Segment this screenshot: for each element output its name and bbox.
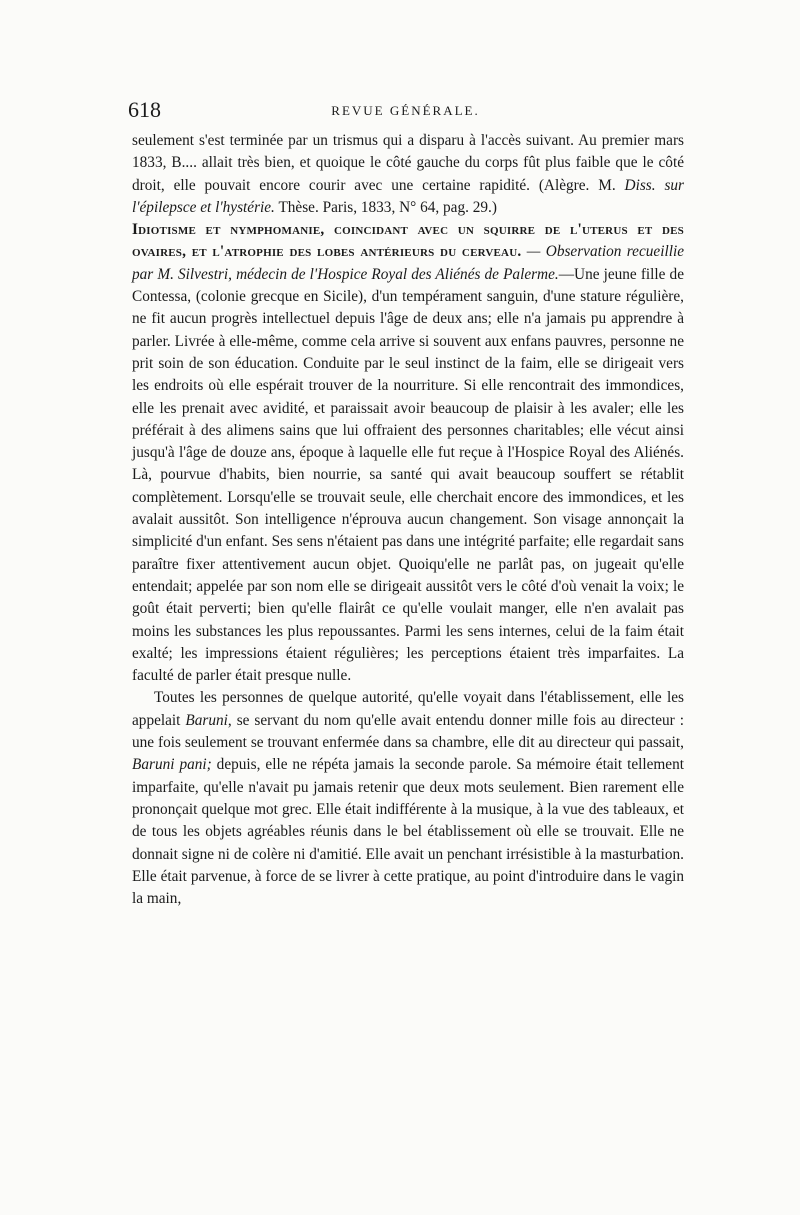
paragraph-3 <box>132 687 684 910</box>
paragraph-3-start: Toutes les personnes de quelque autorité, qu'elle voyait dans l'établissement, elle les appelait <box>132 689 684 729</box>
section-heading: Idiotisme et nymphomanie, coincidant avec un squirre de l'uterus et des ovaires, et l'atrophie des lobes antérieurs du cerveau. <box>132 221 684 261</box>
body-text <box>132 130 684 910</box>
page-number: 618 <box>128 97 161 122</box>
paragraph-2 <box>132 219 684 687</box>
paragraph-3-word-baruni-pani: Baruni pani; <box>132 756 212 774</box>
running-title: REVUE GÉNÉRALE. <box>331 103 480 118</box>
paragraph-2-text: —Une jeune fille de Contessa, (colonie grecque en Sicile), d'un tempérament sanguin, d'une stature régulière, ne fit aucun progrès intellectuel depuis l'âge de deux ans; elle n'a jamais pu apprendre à parler. Livrée à elle-même, comme cela arrive si souvent aux enfans pauvres, personne ne prit soin de son éducation. Conduite par le seul instinct de la faim, elle se dirigeait vers les endroits où elle espérait trouver de la nourriture. Si elle rencontrait des immondices, elle les prenait avec avidité, et paraissait avoir beaucoup de plaisir à les avaler; elle les préférait à des alimens sains que lui offraient des personnes charitables; elle vécut ainsi jusqu'à l'âge de douze ans, époque à laquelle elle fut reçue à l'Hospice Royal des Aliénés. Là, pourvue d'habits, bien nourrie, sa santé qui avait beaucoup souffert se rétablit complètement. Lorsqu'elle se trouvait seule, elle cherchait encore des immondices, et les avalait aussitôt. Son intelligence n'éprouva aucun changement. Son visage annonçait la simplicité d'un enfant. Ses sens n'étaient pas dans une intégrité parfaite; elle regardait sans paraître fixer attentivement aucun objet. Quoiqu'elle ne parlât pas, on jugeait qu'elle entendait; appelée par son nom elle se dirigeait aussitôt vers le côté d'où venait la voix; le goût était perverti; bien qu'elle flairât ce qu'elle voulait manger, elle n'en avalait pas moins les substances les plus repoussantes. Parmi les sens internes, celui de la faim était exalté; les impressions étaient régulières; les perceptions étaient très imparfaites. La faculté de parler était presque nulle. <box>132 265 684 685</box>
page-header <box>128 96 683 126</box>
paragraph-1-citation-end: Thèse. Paris, 1833, N° 64, pag. 29.) <box>274 198 497 216</box>
paragraph-3-end: depuis, elle ne répéta jamais la seconde parole. Sa mémoire était tellement imparfaite, qu'elle n'avait pu jamais retenir que deux mots seulement. Bien rarement elle prononçait quelque mot grec. Elle était indifférente à la musique, à la vue des tableaux, et de tous les objets agréables réunis dans le bel établissement où elle se trouvait. Elle ne donnait signe ni de colère ni d'amitié. Elle avait un penchant irrésistible à la masturbation. Elle était parvenue, à force de se livrer à cette pratique, au point d'introduire dans le vagin la main, <box>132 756 684 908</box>
paragraph-3-mid: , se servant du nom qu'elle avait entendu donner mille fois au directeur : une fois seulement se trouvant enfermée dans sa chambre, elle dit au directeur qui passait, <box>132 711 684 752</box>
paragraph-3-word-baruni: Baruni <box>185 711 228 729</box>
observation-credit: — Observation recueillie par M. Silvestri, médecin de l'Hospice Royal des Aliénés de Palerme. <box>132 243 684 283</box>
paragraph-1-citation-title: Diss. sur l'épilepsce et l'hystérie. <box>132 176 684 216</box>
paragraph-1 <box>132 130 684 219</box>
paragraph-1-text: seulement s'est terminée par un trismus qui a disparu à l'accès suivant. Au premier mars 1833, B.... allait très bien, et quoique le côté gauche du corps fût plus faible que le côté droit, elle pouvait encore courir avec une certaine rapidité. (Alègre. M. <box>132 132 684 194</box>
